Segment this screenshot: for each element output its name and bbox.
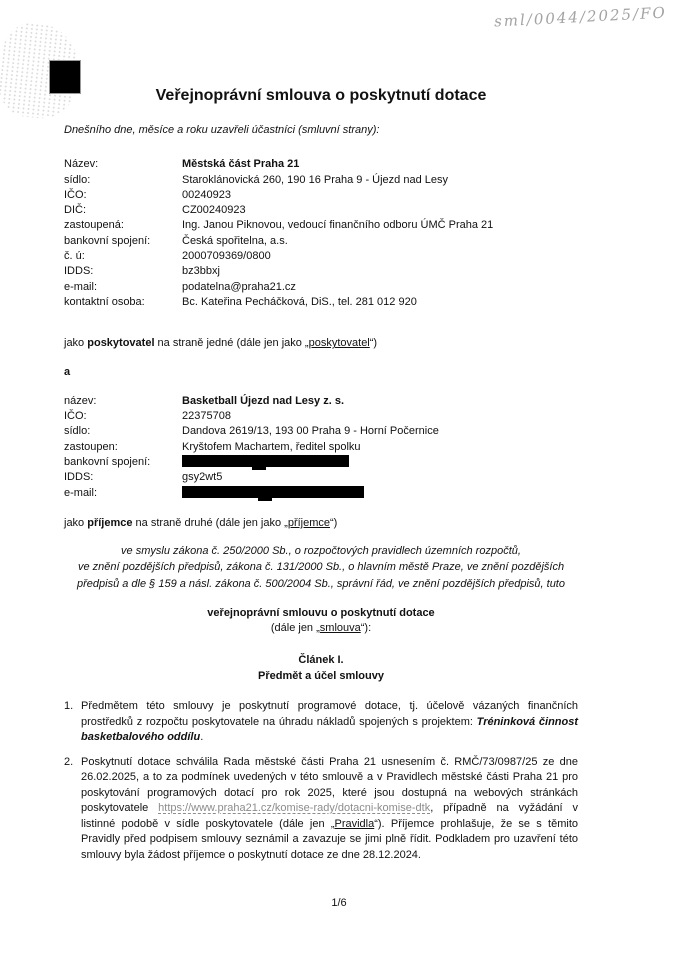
field-value: Městská část Praha 21 — [182, 158, 300, 171]
recipient-role-line — [64, 516, 578, 531]
document-content — [64, 0, 578, 863]
intro-line: Dnešního dne, měsíce a roku uzavřeli účastníci (smluvní strany): — [64, 124, 380, 136]
provider-row-ucet — [64, 249, 578, 264]
field-value: Dandova 2619/13, 193 00 Praha 9 - Horní Počernice — [182, 425, 439, 438]
field-label: IČO: — [64, 410, 87, 423]
recipient-row-sidlo — [64, 424, 578, 439]
field-label: Název: — [64, 158, 99, 171]
article-number: Článek I. — [298, 654, 344, 667]
provider-row-zastoupena — [64, 218, 578, 233]
provider-row-ico — [64, 188, 578, 203]
page-number: 1/6 — [331, 897, 347, 909]
legal-basis-line: ve znění pozdějších předpisů, zákona č. 131/2000 Sb., o hlavním městě Praze, ve znění pozdějších — [77, 561, 565, 574]
provider-row-dic — [64, 203, 578, 218]
role-quoted-word: příjemce — [287, 516, 331, 529]
and-separator: a — [64, 365, 71, 378]
field-value: Česká spořitelna, a.s. — [182, 234, 288, 247]
field-value: Ing. Janou Piknovou, vedoucí finančního odboru ÚMČ Praha 21 — [182, 219, 494, 232]
field-label: DIČ: — [64, 204, 86, 217]
recipient-row-idds — [64, 470, 578, 485]
role-text: “) — [369, 337, 378, 350]
field-value: Staroklánovická 260, 190 16 Praha 9 - Újezd nad Lesy — [182, 173, 448, 186]
article-1-clauses — [64, 699, 578, 863]
provider-row-email — [64, 280, 578, 295]
field-label: IDDS: — [64, 265, 94, 278]
contract-alias-line — [64, 621, 578, 636]
field-label: IČO: — [64, 188, 87, 201]
field-label: IDDS: — [64, 471, 94, 484]
legal-basis-paragraph — [64, 543, 578, 592]
clause-number: 1. — [64, 700, 74, 713]
legal-basis-line: ve smyslu zákona č. 250/2000 Sb., o rozpočtových pravidlech územních rozpočtů, — [121, 545, 521, 558]
clause-2 — [64, 755, 578, 864]
redacted-bank-account — [182, 455, 349, 467]
provider-row-nazev — [64, 157, 578, 172]
clause-text: , případně na vyžádání v listinné podobě v sídle poskytovatele (dále jen „ — [81, 802, 578, 830]
article-1-heading — [64, 653, 578, 684]
recipient-row-banka — [64, 455, 578, 470]
provider-row-banka — [64, 234, 578, 249]
recipient-row-email — [64, 486, 578, 501]
field-value: Basketball Újezd nad Lesy z. s. — [182, 394, 345, 407]
project-name: Tréninková činnost basketbalového oddílu — [81, 715, 579, 744]
field-label: e-mail: — [64, 280, 98, 293]
field-label: sídlo: — [64, 425, 91, 438]
role-text: jako — [64, 516, 88, 529]
role-text: na straně jedné (dále jen jako „ — [154, 337, 309, 350]
provider-row-kontakt — [64, 295, 578, 310]
recipient-row-nazev — [64, 394, 578, 409]
provider-role-line — [64, 336, 578, 351]
contract-name-line: veřejnoprávní smlouvu o poskytnutí dotace — [207, 606, 435, 619]
field-label: e-mail: — [64, 486, 98, 499]
field-label: bankovní spojení: — [64, 456, 151, 469]
recipient-row-ico — [64, 409, 578, 424]
field-label: bankovní spojení: — [64, 234, 151, 247]
field-value: 22375708 — [182, 410, 231, 423]
recipient-details — [64, 394, 578, 501]
field-value: gsy2wt5 — [182, 471, 223, 484]
document-title: Veřejnoprávní smlouva o poskytnutí dotace — [155, 87, 487, 104]
field-value — [182, 486, 578, 501]
clause-number: 2. — [64, 755, 74, 768]
field-value: Kryštofem Machartem, ředitel spolku — [182, 440, 361, 453]
role-quoted-word: poskytovatel — [308, 337, 370, 350]
clause-text: Předmětem této smlouvy je poskytnutí programové dotace, tj. účelově vázaných finančních prostředků z rozpočtu poskytovatele na úhradu nákladů spojených s projektem: — [81, 700, 578, 728]
role-text: jako — [64, 337, 88, 350]
clause-text: “). Příjemce prohlašuje, že se s těmito Pravidly před podpisem smlouvy seznámil a zavazuje se jimi plně řídit. Podkladem pro uzavření této smlouvy byla žádost příjemce o poskytnutí dotace ze dne 28.12.2024. — [81, 817, 579, 861]
provider-row-sidlo — [64, 173, 578, 188]
field-label: zastoupená: — [64, 219, 124, 232]
recipient-row-zastoupen — [64, 440, 578, 455]
rules-quoted-word: Pravidla — [334, 817, 375, 830]
field-value: bz3bbxj — [182, 265, 220, 278]
field-value: 00240923 — [182, 188, 231, 201]
field-label: zastoupen: — [64, 440, 118, 453]
redacted-email — [182, 486, 364, 498]
field-value — [182, 455, 578, 470]
field-value: podatelna@praha21.cz — [182, 280, 296, 293]
alias-text: (dále jen „ — [270, 622, 320, 635]
clause-text: . — [200, 731, 204, 744]
field-value: Bc. Kateřina Pecháčková, DiS., tel. 281 012 920 — [182, 295, 417, 308]
field-label: č. ú: — [64, 250, 85, 263]
provider-row-idds — [64, 264, 578, 279]
field-label: název: — [64, 394, 97, 407]
legal-basis-line: předpisů a dle § 159 a násl. zákona č. 500/2004 Sb., správní řád, ve znění pozdějších předpisů, tuto — [77, 577, 565, 590]
alias-text: “): — [360, 622, 372, 635]
role-text: na straně druhé (dále jen jako „ — [132, 516, 288, 529]
field-label: kontaktní osoba: — [64, 295, 145, 308]
field-label: sídlo: — [64, 173, 91, 186]
role-bold-word: příjemce — [87, 516, 133, 529]
alias-quoted-word: smlouva — [319, 622, 361, 635]
provider-details — [64, 157, 578, 310]
role-text: “) — [330, 516, 338, 529]
article-title: Předmět a účel smlouvy — [258, 669, 384, 682]
field-value: 2000709369/0800 — [182, 250, 271, 263]
clause-1 — [64, 699, 578, 746]
field-value: CZ00240923 — [182, 204, 246, 217]
clause-text: Poskytnutí dotace schválila Rada městské části Praha 21 usnesením č. RMČ/73/0987/25 ze dne 26.02.2025, a to za podmínek uvedených v této smlouvě a v Pravidlech městské části Praha 21 pro poskytování programových dotací pro rok 2025, které jsou dostupná na webových stránkách poskytovatele — [81, 755, 578, 815]
handwritten-reference-number: sml/0044/2025/FO — [493, 3, 668, 31]
printed-url: https://www.praha21.cz/komise-rady/dotacni-komise-dtk — [158, 802, 431, 815]
role-bold-word: poskytovatel — [87, 337, 155, 350]
